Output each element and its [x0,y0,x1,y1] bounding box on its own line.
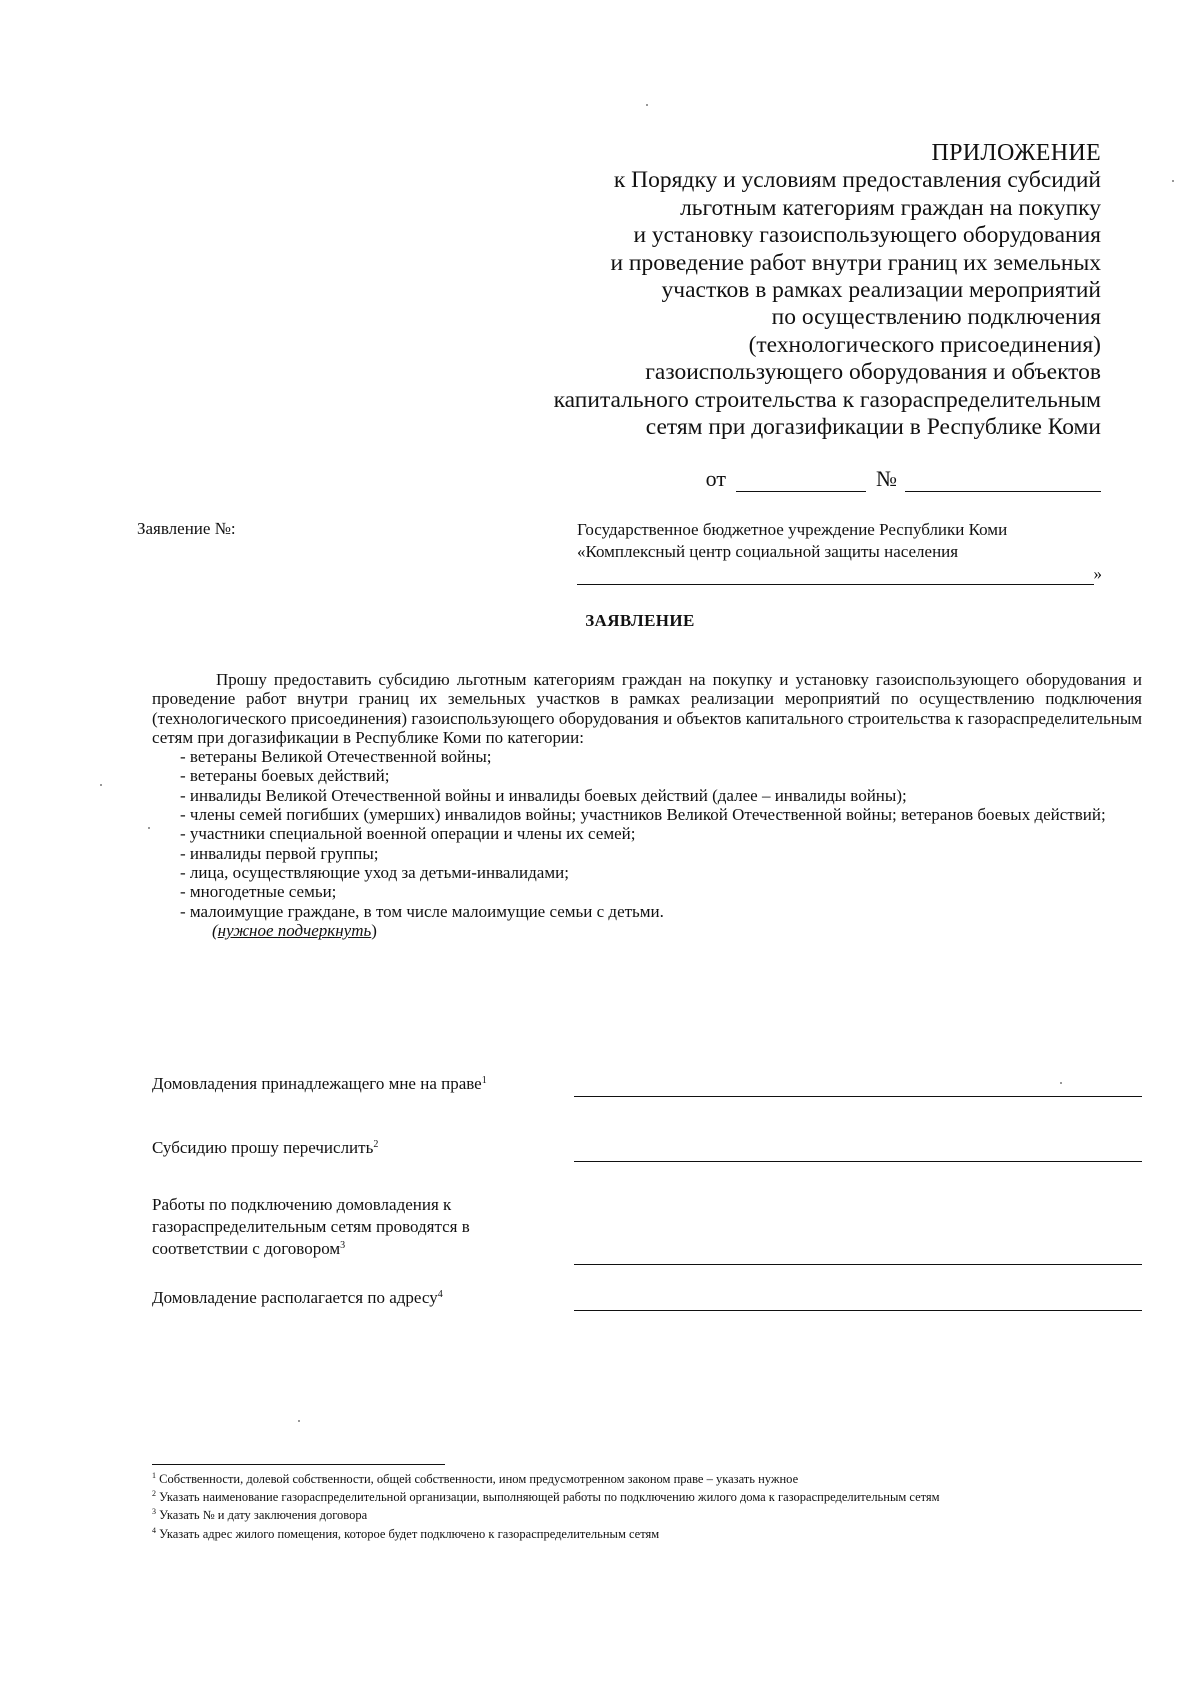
footnote-separator [152,1464,445,1465]
form-row-transfer [152,1137,1142,1161]
form-row-address [152,1287,1142,1311]
scan-speck [100,784,102,786]
category-list [152,747,1142,921]
category-item[interactable]: - малоимущие граждане, в том числе малоимущие семьи с детьми. [180,901,664,921]
footnote-ref: 1 [481,1075,487,1086]
footnote-ref: 2 [373,1139,379,1150]
footnote-mark: 1 [152,1471,156,1480]
footnote [152,1470,1088,1488]
scan-speck [298,1420,300,1422]
category-item[interactable]: - участники специальной военной операции и члены их семей; [180,824,636,844]
footnote-ref: 3 [340,1240,346,1251]
appendix-line: к Порядку и условиям предоставления субсидий [613,167,1101,194]
footnote-text: Указать № и дату заключения договора [159,1508,368,1523]
field-label [152,1194,552,1260]
contract-input-line[interactable] [574,1194,1142,1265]
category-item[interactable]: - ветераны боевых действий; [180,766,390,786]
footnote [152,1506,1088,1524]
field-label [152,1073,572,1095]
scan-speck [148,827,150,829]
category-item[interactable]: - многодетные семьи; [180,882,337,902]
appendix-line: газоиспользующего оборудования и объектов [645,359,1101,386]
appendix-title: ПРИЛОЖЕНИЕ [931,140,1101,166]
scan-speck [646,104,648,106]
footnote [152,1525,1088,1543]
footnote-mark: 3 [152,1507,156,1517]
footnote-ref: 4 [437,1289,443,1300]
footnote-mark: 2 [152,1489,156,1499]
form-row-contract [152,1194,1142,1266]
note-close-paren: ) [371,920,377,940]
category-item[interactable]: - лица, осуществляющие уход за детьми-инвалидами; [180,862,569,882]
address-input-line[interactable] [574,1287,1142,1311]
appendix-line: (технологического присоединения) [748,331,1101,358]
field-label-text: Домовладения принадлежащего мне на праве [152,1074,482,1093]
appendix-line: участков в рамках реализации мероприятий [661,277,1101,304]
scan-speck [1060,1082,1062,1084]
closing-quote: » [1093,564,1102,583]
field-label-text: Домовладение располагается по адресу [152,1288,438,1307]
field-label-text: Работы по подключению домовладения к газораспределительным сетям проводятся в соответствии с договором [152,1195,470,1258]
note-text: нужное подчеркнуть [217,920,372,940]
intro-paragraph: Прошу предоставить субсидию льготным категориям граждан на покупку и установку газоиспользующего оборудования и проведение работ внутри границ их земельных участков в рамках реализации мероприятий по осуществлению подключения (технологического присоединения) газоиспользующего оборудования и объектов капитального строительства к газораспределительным сетям при догазификации в Республике Коми по категории: [152,670,1142,747]
document-title: ЗАЯВЛЕНИЕ [585,611,695,630]
category-item[interactable]: - инвалиды Великой Отечественной войны и инвалиды боевых действий (далее – инвалиды войны); [180,785,907,805]
ownership-input-line[interactable] [574,1073,1142,1097]
underline-instruction [152,921,1142,940]
category-item[interactable]: - ветераны Великой Отечественной войны; [180,747,492,767]
appendix-line: и установку газоиспользующего оборудования [633,222,1101,249]
footnotes-block [152,1470,1088,1543]
category-item[interactable]: - члены семей погибших (умерших) инвалидов войны; участников Великой Отечественной войны; ветеранов боевых действий; [180,805,1106,825]
addressee-line: Государственное бюджетное учреждение Республики Коми [577,520,1008,539]
appendix-line: льготным категориям граждан на покупку [680,194,1101,221]
application-number-label: Заявление №: [137,519,236,538]
footnote-text: Указать наименование газораспределительной организации, выполняющей работы по подключению жилого дома к газораспределительным сетям [159,1490,940,1505]
appendix-header [461,140,1101,441]
number-label: № [876,466,897,491]
form-row-ownership [152,1073,1142,1097]
addressee-blank-field[interactable] [577,566,1094,585]
appendix-line: по осуществлению подключения [771,304,1101,331]
date-blank-field[interactable] [736,471,866,492]
application-body [152,670,1142,940]
note-open-paren: ( [212,920,218,940]
date-label: от [705,466,726,491]
footnote-text: Собственности, долевой собственности, общей собственности, ином предусмотренном законом праве – указать нужное [159,1472,799,1486]
appendix-line: капитального строительства к газораспределительным [553,386,1101,413]
appendix-line: сетям при догазификации в Республике Коми [645,414,1101,441]
transfer-input-line[interactable] [574,1137,1142,1162]
appendix-line: и проведение работ внутри границ их земельных [610,249,1101,276]
addressee-line: «Комплексный центр социальной защиты населения [577,542,959,561]
field-label [152,1137,562,1159]
footnote [152,1488,1088,1506]
addressee-block [577,519,1102,585]
scan-speck [1172,180,1174,182]
field-label-text: Субсидию прошу перечислить [152,1138,374,1157]
number-blank-field[interactable] [905,471,1101,492]
field-label [152,1287,562,1309]
footnote-text: Указать адрес жилого помещения, которое будет подключено к газораспределительным сетям [159,1526,660,1541]
date-number-line [706,466,1101,492]
footnote-mark: 4 [152,1525,156,1535]
category-item[interactable]: - инвалиды первой группы; [180,843,379,863]
addressee-blank-row [577,563,1102,585]
